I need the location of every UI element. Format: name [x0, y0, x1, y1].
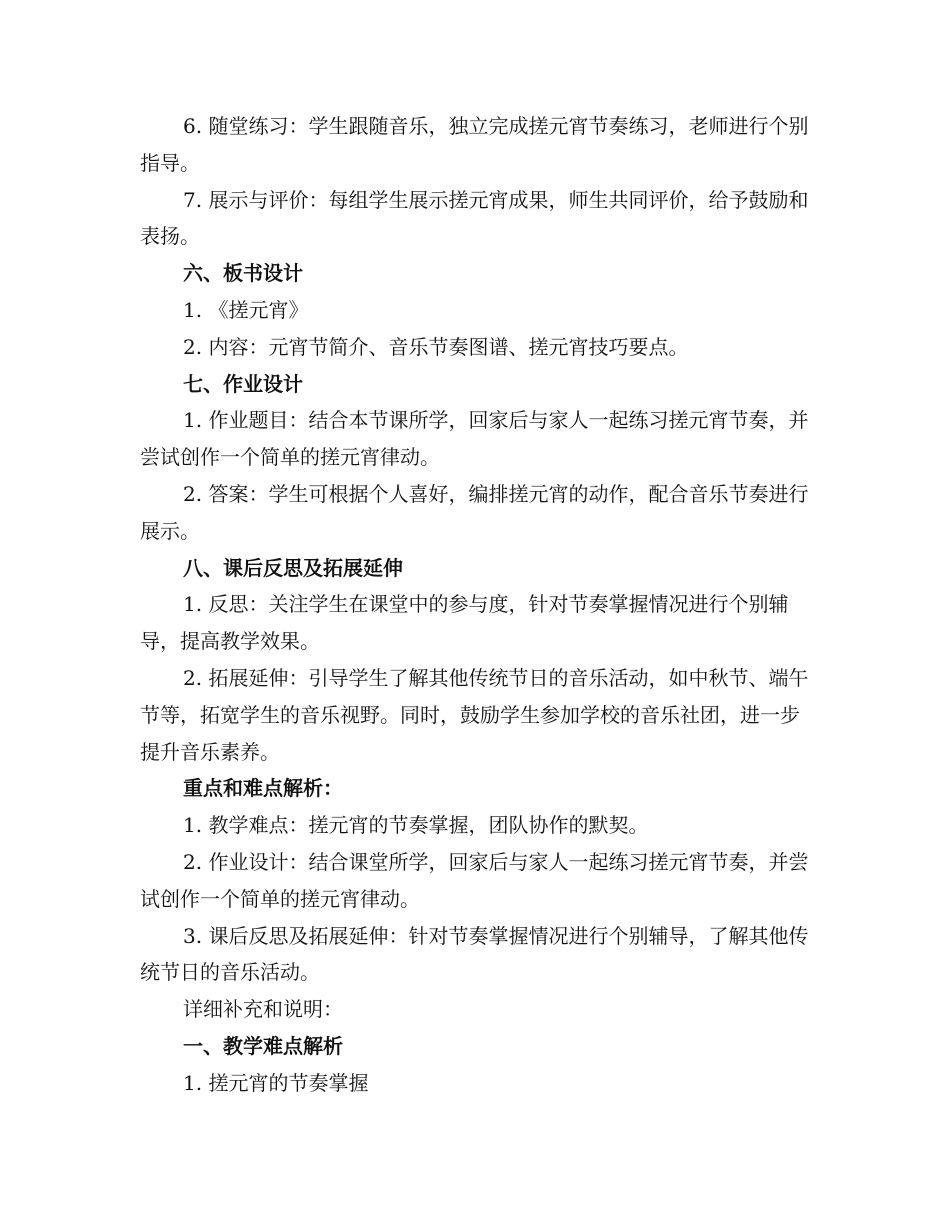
- section-heading-key-points: 重点和难点解析：: [183, 776, 343, 801]
- paragraph-difficulty: 1. 教学难点：搓元宵的节奏掌握，团队协作的默契。: [183, 813, 649, 838]
- paragraph-supplement-label: 详细补充和说明：: [183, 997, 343, 1022]
- paragraph-homework-design: 2. 作业设计：结合课堂所学，回家后与家人一起练习搓元宵节奏，并尝试创作一个简单的搓元宵律动。: [140, 849, 809, 911]
- section-heading-reflection: 八、课后反思及拓展延伸: [183, 555, 403, 580]
- section-heading-homework: 七、作业设计: [183, 371, 303, 396]
- paragraph-reflection-extension: 3. 课后反思及拓展延伸：针对节奏掌握情况进行个别辅导，了解其他传统节日的音乐活动。: [140, 923, 809, 985]
- paragraph-board-title: 1. 《搓元宵》: [183, 297, 309, 322]
- paragraph-rhythm-mastery: 1. 搓元宵的节奏掌握: [183, 1070, 369, 1095]
- paragraph-practice: 6. 随堂练习：学生跟随音乐，独立完成搓元宵节奏练习，老师进行个别指导。: [140, 114, 809, 175]
- paragraph-homework-task: 1. 作业题目：结合本节课所学，回家后与家人一起练习搓元宵节奏，并尝试创作一个简单的搓元宵律动。: [140, 408, 809, 470]
- paragraph-board-content: 2. 内容：元宵节简介、音乐节奏图谱、搓元宵技巧要点。: [183, 334, 689, 359]
- paragraph-extension: 2. 拓展延伸：引导学生了解其他传统节日的音乐活动，如中秋节、端午节等，拓宽学生的音乐视野。同时，鼓励学生参加学校的音乐社团，进一步提升音乐素养。: [140, 665, 809, 764]
- paragraph-display-evaluation: 7. 展示与评价：每组学生展示搓元宵成果，师生共同评价，给予鼓励和表扬。: [140, 187, 809, 249]
- document-page: [140, 108, 810, 1102]
- paragraph-homework-answer: 2. 答案：学生可根据个人喜好，编排搓元宵的动作，配合音乐节奏进行展示。: [140, 481, 809, 543]
- section-heading-board-design: 六、板书设计: [183, 261, 303, 286]
- section-heading-difficulty-analysis: 一、教学难点解析: [183, 1033, 343, 1058]
- paragraph-reflection: 1. 反思：关注学生在课堂中的参与度，针对节奏掌握情况进行个别辅导，提高教学效果。: [140, 592, 789, 654]
